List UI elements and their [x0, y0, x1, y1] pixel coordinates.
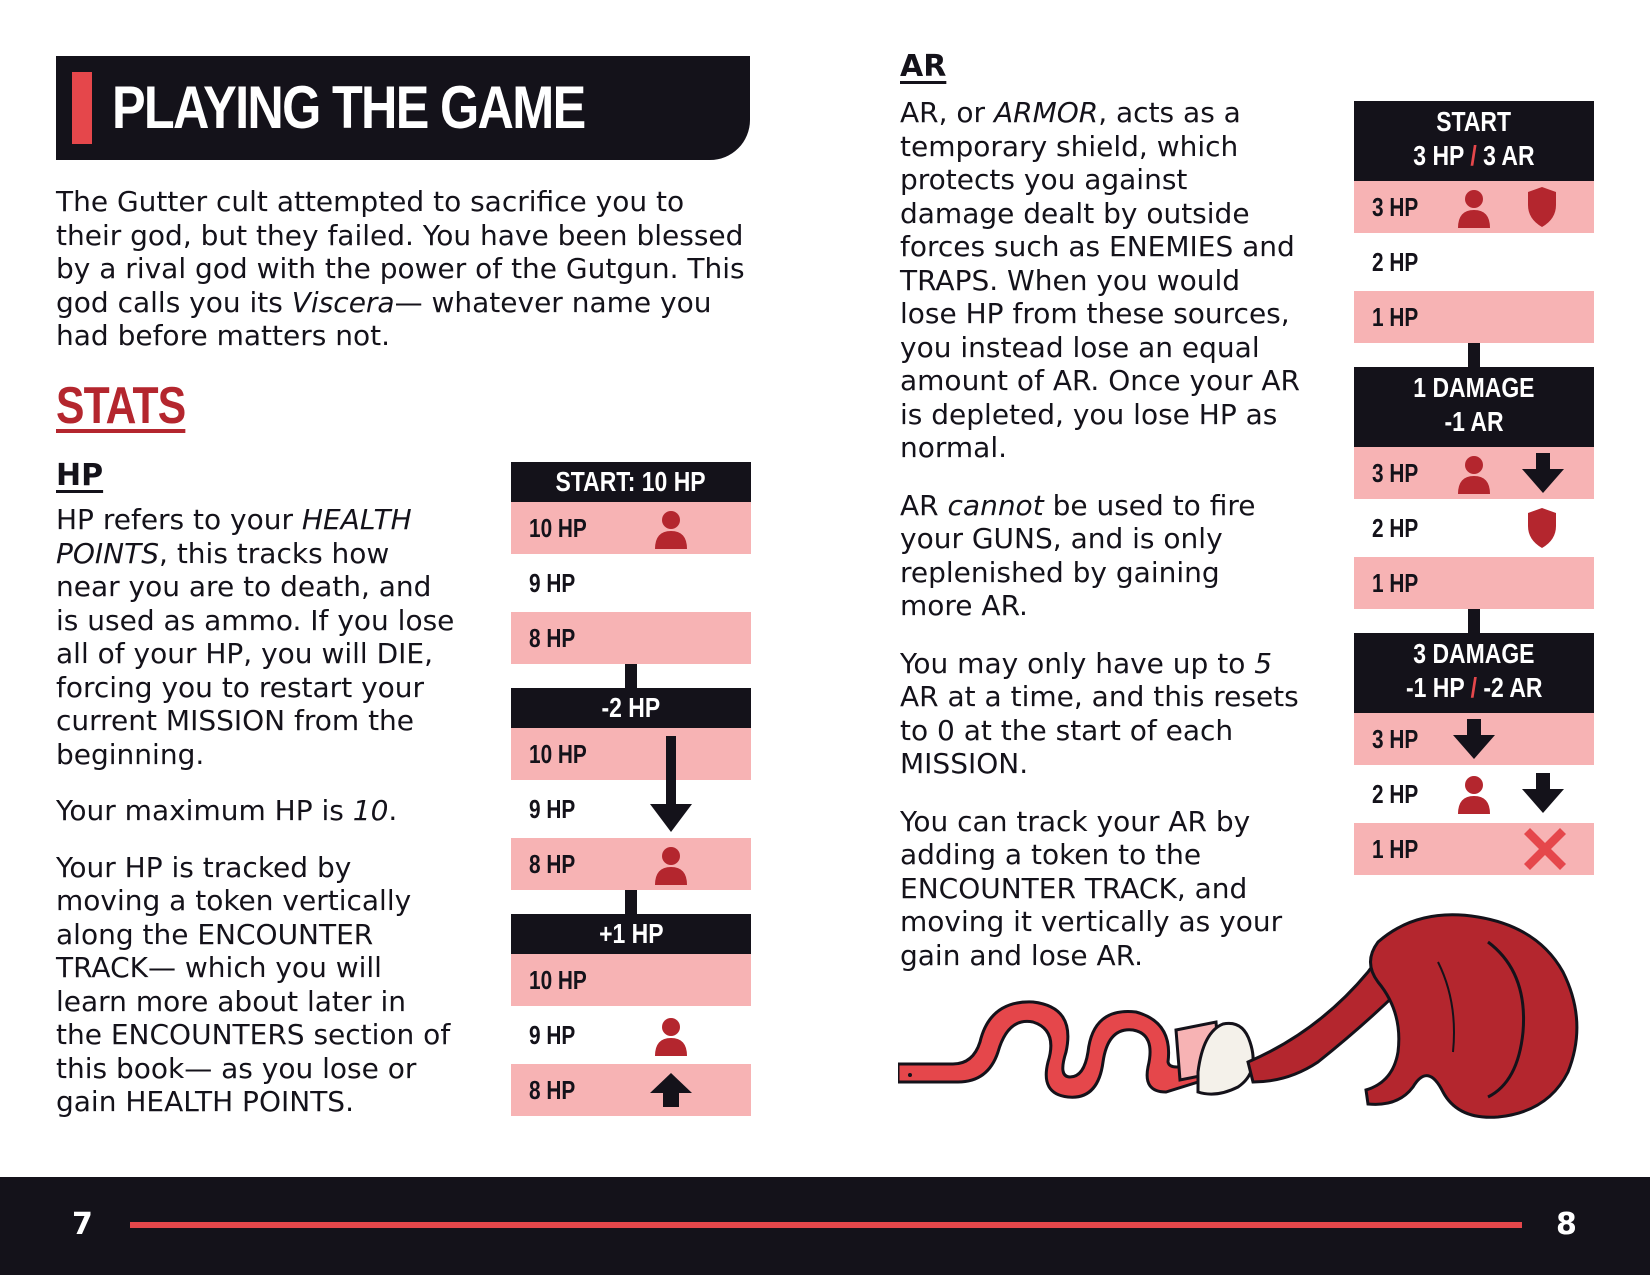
person-token-icon	[653, 845, 689, 885]
ar-row-label: 2 HP	[1372, 247, 1419, 277]
arrow-down-icon	[1522, 453, 1564, 493]
hp-p2-b: .	[388, 794, 398, 827]
hp-row-label: 9 HP	[529, 1020, 576, 1050]
slash-divider: /	[1470, 140, 1477, 171]
page-footer	[0, 1177, 1650, 1275]
ar-start-ar: 3 AR	[1483, 140, 1535, 171]
ar-row-label: 3 HP	[1372, 192, 1419, 222]
hp-row-8	[511, 838, 751, 890]
ar-row-2	[1354, 502, 1594, 554]
title-banner	[56, 56, 750, 160]
hp-row-9	[511, 1009, 751, 1061]
ar-p2-b: be used to fire your GUNS, and is only replenished by gaining more AR.	[900, 488, 1256, 622]
slash-divider: /	[1470, 672, 1477, 703]
arrow-down-icon	[1453, 719, 1495, 759]
hp-p2-a: Your maximum HP is	[56, 794, 353, 827]
ar-p3-a: You may only have up to	[900, 646, 1255, 680]
ar-step2-line2	[1406, 671, 1543, 705]
ar-paragraph-4: You can track your AR by adding a token to the ENCOUNTER TRACK, and moving it vertically as your gain and lose AR.	[900, 804, 1283, 972]
person-token-icon	[653, 1016, 689, 1056]
hp-tracker-step1-header	[511, 688, 751, 728]
ar-row-1	[1354, 557, 1594, 609]
ar-step1-line1: 1 DAMAGE	[1413, 372, 1535, 403]
footer-divider-line	[130, 1222, 1522, 1228]
ar-tracker-step1-header	[1354, 367, 1594, 447]
ar-connector	[1468, 609, 1480, 633]
ar-paragraph-1	[900, 96, 1300, 465]
hp-description	[56, 503, 456, 1142]
ar-p3-b: AR at a time, and this resets to 0 at the start of each MISSION.	[900, 680, 1299, 780]
ar-row-2	[1354, 236, 1594, 288]
gut-creature-illustration	[898, 912, 1598, 1132]
person-token-icon	[1456, 454, 1492, 494]
hp-row-label: 10 HP	[529, 965, 587, 995]
hp-row-label: 9 HP	[529, 794, 576, 824]
ar-row-label: 3 HP	[1372, 724, 1419, 754]
hp-connector	[625, 890, 637, 914]
hp-row-label: 10 HP	[529, 513, 587, 543]
ar-row-label: 1 HP	[1372, 834, 1419, 864]
hp-row-8	[511, 1064, 751, 1116]
ar-tracker-start-header	[1354, 101, 1594, 181]
ar-paragraph-3	[900, 647, 1300, 781]
ar-p1-b: , acts as a temporary shield, which protects you against damage dealt by outside forces such as ENEMIES and TRAPS. When you would lose HP from these sources, you instead lose an equal amount of AR. Once your AR is depleted, you lose HP as normal.	[900, 96, 1301, 464]
hp-tracker-step2-header	[511, 914, 751, 954]
hp-step2-label: +1 HP	[598, 918, 664, 949]
hp-row-label: 8 HP	[529, 1075, 576, 1105]
ar-heading: AR	[900, 49, 947, 84]
person-token-icon	[1456, 188, 1492, 228]
ar-row-1	[1354, 291, 1594, 343]
hp-row-10	[511, 728, 751, 780]
hp-row-label: 8 HP	[529, 849, 576, 879]
hp-row-label: 9 HP	[529, 568, 576, 598]
ar-step2-hp: -1 HP	[1405, 672, 1465, 703]
hp-tracker-start-header	[511, 462, 751, 502]
hp-paragraph-3: Your HP is tracked by moving a token vertically along the ENCOUNTER TRACK— which you will learn more about later in the ENCOUNTERS section of this book— as you lose or gain HEALTH POINTS.	[56, 850, 451, 1118]
hp-p2-italic: 10	[352, 794, 389, 827]
ar-description	[900, 96, 1300, 996]
hp-p1-b: , this tracks how near you are to death, and is used as ammo. If you lose all of your HP, you will DIE, forcing you to restart your current MISSION from the beginning.	[56, 536, 455, 771]
hp-tracker	[511, 462, 751, 1118]
intro-italic: Viscera	[291, 285, 395, 319]
ar-start-line1: START	[1436, 106, 1512, 137]
ar-tracker	[1354, 101, 1594, 875]
left-page-number: 7	[72, 1207, 93, 1242]
right-page-number: 8	[1556, 1207, 1577, 1242]
hp-connector	[625, 664, 637, 688]
stats-heading: STATS	[56, 377, 186, 435]
hp-row-label: 10 HP	[529, 739, 587, 769]
ar-row-label: 2 HP	[1372, 513, 1419, 543]
intro-paragraph	[56, 185, 746, 353]
ar-row-label: 2 HP	[1372, 779, 1419, 809]
ar-p2-a: AR	[900, 488, 948, 522]
ar-step2-ar: -2 AR	[1483, 672, 1543, 703]
ar-start-line2	[1413, 139, 1534, 173]
shield-token-icon	[1526, 508, 1558, 548]
ar-step2-line1: 3 DAMAGE	[1413, 638, 1535, 669]
hp-heading: HP	[56, 458, 104, 493]
hp-step1-label: -2 HP	[601, 692, 661, 723]
arrow-down-icon	[1522, 773, 1564, 813]
ar-row-label: 3 HP	[1372, 458, 1419, 488]
ar-row-label: 1 HP	[1372, 568, 1419, 598]
ar-p1-italic: ARMOR	[993, 96, 1099, 129]
ar-connector	[1468, 343, 1480, 367]
arrow-down-icon	[650, 736, 692, 834]
hp-paragraph-1	[56, 503, 456, 771]
hp-row-8	[511, 612, 751, 664]
hp-p1-italic: HEALTH POINTS	[56, 503, 412, 570]
arrow-up-icon	[650, 1073, 692, 1109]
shield-token-icon	[1526, 187, 1558, 227]
ar-tracker-step2-header	[1354, 633, 1594, 713]
ar-step1-line2: -1 AR	[1444, 406, 1504, 437]
intro-text-a: The Gutter cult attempted to sacrifice you to their god, but they failed. You have been blessed by a rival god with the power of the Gutgun. This god calls you its	[56, 185, 745, 319]
intro-text-b: — whatever name you had before matters not.	[56, 285, 712, 352]
hp-row-label: 8 HP	[529, 623, 576, 653]
hp-paragraph-2	[56, 794, 456, 828]
person-token-icon	[1456, 774, 1492, 814]
hp-row-10	[511, 502, 751, 554]
person-token-icon	[653, 509, 689, 549]
title-accent-bar	[72, 72, 92, 144]
hp-row-9	[511, 783, 751, 835]
ar-row-label: 1 HP	[1372, 302, 1419, 332]
ar-p2-italic: cannot	[947, 488, 1044, 522]
ar-start-hp: 3 HP	[1413, 140, 1465, 171]
ar-p3-italic: 5	[1254, 646, 1273, 680]
hp-row-10	[511, 954, 751, 1006]
page-title: PLAYING THE GAME	[112, 74, 585, 141]
hp-start-label: START: 10 HP	[555, 466, 707, 497]
hp-row-9	[511, 557, 751, 609]
ar-p1-a: AR, or	[900, 96, 994, 129]
x-mark-icon	[1524, 828, 1566, 870]
ar-paragraph-2	[900, 489, 1300, 623]
hp-p1-a: HP refers to your	[56, 503, 302, 536]
